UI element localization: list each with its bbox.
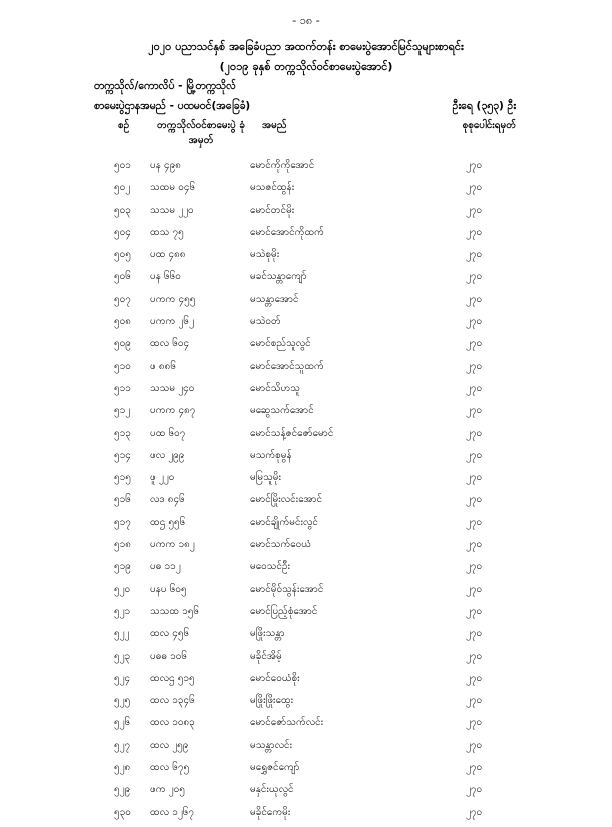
total-marks: ၂၇၀: [466, 472, 483, 484]
exam-center-label: စာမေးပွဲဌာနအမည် - ပထမဝင်(အခြေခံ): [94, 100, 251, 112]
row-number: ၅၀၁: [114, 160, 131, 171]
row-number: ၅၀၉: [114, 338, 131, 350]
row-number: ၅၂၃: [114, 650, 131, 662]
student-name: မဖြိုးဖြိုးထွေး: [250, 695, 294, 707]
row-number: ၅၀၇: [114, 293, 131, 305]
table-row: [0, 537, 612, 559]
roll-number: သသမ ၂၄၀: [150, 382, 195, 394]
roll-number: ပဓဓ ၁၀၆: [150, 650, 188, 662]
total-marks: ၂၇၀: [466, 784, 483, 796]
row-number: ၅၂၆: [114, 717, 131, 729]
row-number: ၅၂၈: [114, 762, 131, 774]
total-marks: ၂၇၀: [466, 561, 483, 573]
roll-number: ထလ ၁၃၄၆: [150, 695, 195, 707]
student-name: မနှင်းယုလွင်: [250, 784, 294, 796]
row-number: ၅၁၃: [114, 427, 131, 439]
roll-number: ပထ ၆၀၇: [150, 427, 186, 439]
row-number: ၅၁၀: [114, 360, 131, 372]
row-number: ၅၀၈: [114, 316, 131, 328]
row-number: ၅၁၁: [114, 382, 131, 394]
row-number: ၅၁၂: [114, 405, 131, 417]
total-marks: ၂၇၀: [466, 405, 483, 417]
document-title: ၂၀၂၀ ပညာသင်နှစ် အခြေခံပညာ အထက်တန်း စာမေးပွဲအောင်မြင်သူများစာရင်း: [148, 40, 464, 53]
student-name: မောင်မြိုးလင်းအောင်: [250, 494, 323, 506]
table-row: [0, 225, 612, 247]
student-name: မခိုင်ကေမိုး: [250, 806, 291, 818]
roll-number: ပဓ ၁၁၂: [150, 561, 181, 573]
roll-number: ပကက ၁၈၂: [150, 539, 195, 551]
table-row: [0, 715, 612, 737]
total-marks: ၂၇၀: [466, 204, 483, 216]
column-header-roll: တက္ကသိုလ်ဝင်စာမေးပွဲ ခုံအမှတ်: [157, 120, 245, 146]
roll-number: ထဌ ၅၅၆: [150, 516, 186, 528]
table-row: [0, 247, 612, 269]
column-header-name: အမည်: [262, 120, 287, 131]
table-row: [0, 180, 612, 202]
roll-number: ထလ ၄၅၆: [150, 628, 190, 640]
total-marks: ၂၇၀: [466, 271, 483, 283]
roll-number: ပနပ ၆၀၅: [150, 583, 187, 595]
table-row: [0, 782, 612, 804]
student-name: မဖြိုးသန္တာ: [250, 628, 285, 640]
roll-number: ပကက ၂၆၂: [150, 316, 194, 328]
total-marks: ၂၇၀: [466, 338, 483, 350]
student-name: မဝေသင်ဦး: [250, 561, 291, 573]
student-name: မောင်ချိုက်မင်းလွင်: [250, 516, 318, 528]
total-marks: ၂၇၀: [466, 449, 483, 461]
student-name: မောင်သက်ဝေယံ: [250, 539, 312, 551]
total-marks: ၂၇၀: [466, 628, 483, 640]
roll-number: သသမ ၂၂၀: [150, 204, 194, 216]
row-number: ၅၁၅: [114, 472, 131, 484]
total-marks: ၂၇၀: [466, 539, 483, 551]
table-row: [0, 403, 612, 425]
table-row: [0, 515, 612, 537]
total-marks: ၂၇၀: [466, 739, 483, 751]
university-label: တက္ကသိုလ်/ကောလိပ် - မြို့တက္ကသိုလ်: [94, 80, 236, 92]
table-row: [0, 626, 612, 648]
total-marks: ၂၇၀: [466, 360, 483, 372]
total-marks: ၂၇၀: [466, 695, 483, 707]
roll-number: ထလဌ ၅၁၅: [150, 672, 195, 684]
row-number: ၅၁၄: [114, 449, 131, 461]
roll-number: လဒ ၈၄၆: [150, 494, 185, 506]
student-name: မောင်သိဟသူ: [250, 382, 300, 394]
table-row: [0, 158, 612, 180]
total-marks: ၂၇၀: [466, 182, 483, 194]
roll-number: ပကက ၄၅၅: [150, 293, 196, 305]
table-row: [0, 649, 612, 671]
total-marks: ၂၇၀: [466, 494, 483, 506]
roll-number: ပကက ၄၈၇: [150, 405, 196, 417]
student-name: မောင်ဝေယံစိုး: [250, 672, 300, 684]
row-number: ၅၁၉: [114, 561, 131, 573]
row-number: ၅၂၇: [114, 739, 131, 751]
table-row: [0, 671, 612, 693]
table-row: [0, 760, 612, 782]
student-name: မသဲစုမိုး: [250, 249, 280, 261]
document-subtitle: (၂၀၁၉ ခုနှစ် တက္ကသိုလ်ဝင်စာမေးပွဲအောင်): [219, 60, 393, 73]
total-marks: ၂၇၀: [466, 249, 483, 261]
row-number: ၅၂၀: [114, 583, 131, 595]
table-row: [0, 470, 612, 492]
total-marks: ၂၇၀: [466, 316, 483, 328]
student-name: မဆွေသက်အောင်: [250, 405, 314, 417]
student-name: မောင်အောင်ကိုထက်: [250, 226, 324, 238]
student-name: မရွှေဇင်ကျော်: [250, 762, 300, 774]
student-name: မမြသူမိုး: [250, 472, 282, 484]
roll-number: ဖလ ၂၉၉: [150, 449, 185, 461]
roll-number: ထလ ၆၇၅: [150, 762, 190, 774]
table-row: [0, 292, 612, 314]
roll-number: ထသ ၇၅: [150, 226, 184, 238]
column-header-no: စဉ်: [118, 120, 130, 131]
table-row: [0, 448, 612, 470]
total-marks: ၂၇၀: [466, 226, 483, 238]
roll-number: သထမ ၀၄၆: [150, 182, 196, 194]
student-name: မောင်စည်သူလွင်: [250, 338, 311, 350]
row-number: ၅၂၄: [114, 672, 131, 684]
table-row: [0, 381, 612, 403]
total-marks: ၂၇၀: [466, 762, 483, 774]
table-row: [0, 738, 612, 760]
student-name: မောင်သန့်ဇင်ဇော်မောင်: [250, 427, 334, 439]
row-number: ၅၀၆: [114, 271, 131, 283]
roll-number: ထလ ၆၀၄: [150, 338, 190, 350]
table-row: [0, 269, 612, 291]
total-marks: ၂၇၀: [466, 717, 483, 729]
row-number: ၅၂၅: [114, 695, 131, 707]
row-number: ၅၀၃: [114, 204, 131, 216]
roll-number: ထလ ၁၀၈၃: [150, 717, 195, 729]
student-name: မသန္တာအောင်: [250, 293, 299, 305]
total-marks: ၂၇၀: [466, 516, 483, 528]
total-marks: ၂၇၀: [466, 583, 483, 595]
student-name: မသဇင်ထွန်း: [250, 182, 295, 194]
roll-number: ထလ ၂၅၉: [150, 739, 189, 751]
roll-number: ပန ၆၆၀: [150, 271, 181, 283]
table-row: [0, 582, 612, 604]
table-row: [0, 604, 612, 626]
table-row: [0, 805, 612, 827]
row-number: ၅၂၉: [114, 784, 131, 796]
roll-number: ထလ ၁၂၆၇: [150, 806, 195, 818]
total-count: ဦးရေ (၃၅၃) ဦး: [452, 100, 516, 112]
total-marks: ၂၇၀: [466, 605, 483, 617]
table-row: [0, 426, 612, 448]
student-name: မသန္တာလင်း: [250, 739, 293, 751]
row-number: ၅၀၂: [114, 182, 131, 194]
roll-number: ဖက ၂၀၅: [150, 784, 185, 796]
student-name: မောင်ဇော်သက်လင်း: [250, 717, 324, 729]
total-marks: ၂၇၀: [466, 806, 483, 818]
total-marks: ၂၇၀: [466, 650, 483, 662]
table-row: [0, 693, 612, 715]
student-name: မောင်တင်မိုး: [250, 204, 295, 216]
roll-number: ပထ ၄၈၈: [150, 249, 186, 261]
roll-number: ဖ ၈၈၆: [150, 360, 176, 372]
column-header-marks: စုစုပေါင်းရမှတ်: [462, 120, 516, 131]
page-number: - ၁၈ -: [292, 14, 320, 27]
total-marks: ၂၇၀: [466, 427, 483, 439]
student-name: မောင်ကိုကိုအောင်: [250, 160, 315, 171]
row-number: ၅၀၅: [114, 249, 131, 261]
row-number: ၅၁၆: [114, 494, 131, 506]
row-number: ၅၀၄: [114, 226, 131, 238]
total-marks: ၂၇၀: [466, 293, 483, 305]
table-row: [0, 559, 612, 581]
row-number: ၅၂၂: [114, 628, 130, 640]
roll-number: ပန ၄၉၈: [150, 160, 182, 171]
row-number: ၅၁၇: [114, 516, 131, 528]
student-name: မောင်မိုဝ်သွန်းအောင်: [250, 583, 324, 595]
table-row: [0, 336, 612, 358]
student-name: မခင်သန္တာကျော်: [250, 271, 307, 283]
table-row: [0, 359, 612, 381]
table-row: [0, 492, 612, 514]
row-number: ၅၁၈: [114, 539, 131, 551]
student-name: မောင်ပြည့်စုံအောင်: [250, 605, 318, 617]
row-number: ၅၂၁: [114, 605, 131, 617]
total-marks: ၂၇၀: [466, 160, 483, 171]
student-name: မသက်စုမွန်: [250, 449, 292, 461]
row-number: ၅၃၀: [114, 806, 131, 818]
total-marks: ၂၇၀: [466, 672, 483, 684]
table-row: [0, 203, 612, 225]
student-name: မခိုင်အိမ့်: [250, 650, 282, 662]
roll-number: သသထ ၁၅၆: [150, 605, 200, 617]
roll-number: ဖူ ၂၂၀: [150, 472, 175, 484]
student-name: မောင်အောင်သူထက်: [250, 360, 324, 372]
table-row: [0, 314, 612, 336]
results-table: [0, 158, 612, 827]
total-marks: ၂၇၀: [466, 382, 483, 394]
student-name: မသဲဝတ်: [250, 316, 281, 328]
